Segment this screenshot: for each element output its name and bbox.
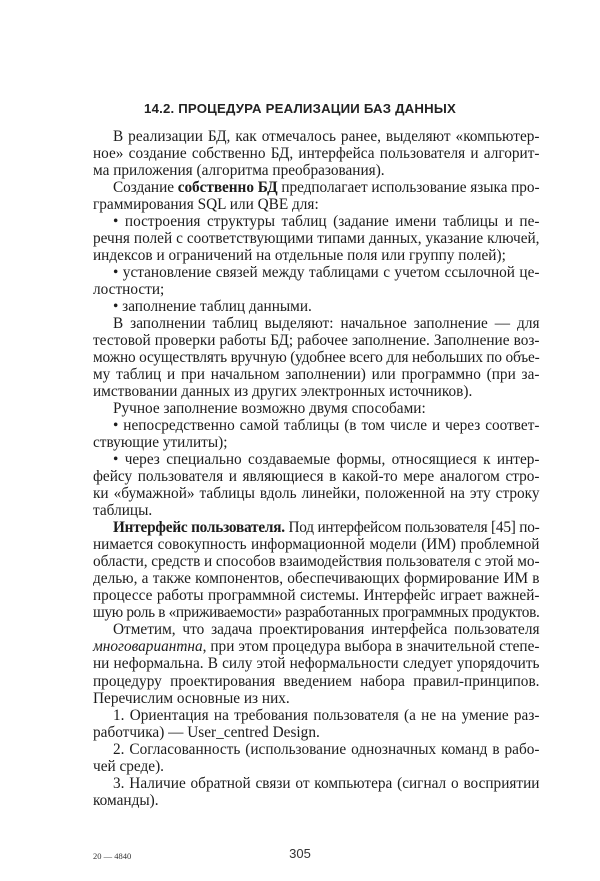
- text-line: [93, 332, 540, 349]
- text-line: [93, 758, 540, 775]
- paragraph: [93, 519, 540, 621]
- text-run: речня полей с соответствующими типами данных, указание ключей,: [93, 230, 540, 248]
- text-run: Отметим, что задача проектирования интерфейса пользователя: [113, 621, 540, 639]
- text-line-content: [93, 196, 319, 213]
- paragraph: [93, 741, 540, 775]
- text-run: Перечислим основные из них.: [93, 689, 290, 707]
- text-line-content: [113, 264, 540, 281]
- text-line-content: [93, 655, 540, 672]
- text-line: [93, 145, 540, 162]
- text-line-content: [113, 451, 540, 468]
- paragraph: [93, 128, 540, 179]
- text-run: • построения структуры таблиц (задание имени таблицы и пе-: [113, 213, 540, 231]
- text-run: процессе работы программной системы. Интерфейс играет важней-: [93, 587, 540, 605]
- paragraph: [93, 417, 540, 451]
- italic-text: многовариантна: [93, 638, 203, 656]
- text-line-content: [113, 213, 540, 230]
- text-line-content: [93, 570, 540, 587]
- text-run: ки «бумажной» таблицы вдоль линейки, положенной на эту строку: [93, 485, 540, 503]
- text-line: [93, 741, 540, 758]
- text-line: [93, 349, 540, 366]
- section-heading: 14.2. ПРОЦЕДУРА РЕАЛИЗАЦИИ БАЗ ДАННЫХ: [144, 101, 456, 116]
- text-run: В заполнении таблиц выделяют: начальное заполнение — для: [113, 315, 540, 333]
- text-line: [93, 587, 540, 604]
- text-line: [93, 162, 540, 179]
- text-line: [93, 570, 540, 587]
- paragraph: [93, 264, 540, 298]
- text-line: [93, 502, 540, 519]
- text-line: [93, 673, 540, 690]
- text-line: [93, 536, 540, 553]
- text-run: предполагает использование языка про-: [277, 179, 540, 197]
- text-line: [93, 690, 540, 707]
- text-line: [93, 315, 540, 332]
- text-line-content: [113, 707, 540, 724]
- text-run: можно осуществлять вручную (удобнее всего для небольших по объе-: [93, 349, 540, 367]
- paragraph: [93, 775, 540, 809]
- text-line: [93, 383, 540, 400]
- text-run: 2. Согласованность (использование однозначных команд в рабо-: [113, 740, 540, 758]
- text-line: [93, 417, 540, 434]
- text-line: [93, 638, 540, 655]
- text-line-content: [93, 383, 472, 400]
- text-run: делью, а также компонентов, обеспечивающих формирование ИМ в: [93, 570, 540, 588]
- text-line-content: [113, 741, 540, 758]
- text-run: процедуру проектирования введением набора правил-принципов.: [93, 672, 540, 690]
- text-line: [93, 485, 540, 502]
- text-line: [93, 621, 540, 638]
- text-run: шую роль в «приживаемости» разработанных программных продуктов.: [93, 604, 540, 622]
- paragraph: [93, 621, 540, 706]
- text-line: [93, 792, 540, 809]
- text-line: [93, 724, 540, 741]
- bold-text: собственно БД: [177, 179, 278, 197]
- text-line-content: [113, 400, 426, 417]
- paragraph: [93, 400, 540, 417]
- page-number: 305: [289, 846, 311, 861]
- page-body-text: [93, 128, 540, 809]
- text-line-content: [113, 519, 540, 536]
- text-run: нимается совокупность информационной модели (ИМ) проблемной: [93, 536, 540, 554]
- text-line: [93, 400, 540, 417]
- text-line-content: [93, 468, 540, 485]
- text-run: чей среде).: [93, 757, 165, 775]
- text-run: ствующие утилиты);: [93, 434, 228, 452]
- text-line-content: [113, 775, 540, 792]
- text-line: [93, 451, 540, 468]
- text-run: ни неформальна. В силу этой неформальности следует упорядочить: [93, 655, 540, 673]
- text-line-content: [93, 332, 540, 349]
- text-line-content: [113, 621, 540, 638]
- paragraph: [93, 315, 540, 400]
- text-line-content: [93, 247, 506, 264]
- text-run: Ручное заполнение возможно двумя способами:: [113, 400, 426, 418]
- text-line-content: [93, 673, 540, 690]
- text-line: [93, 281, 540, 298]
- text-line-content: [93, 690, 290, 707]
- text-line: [93, 213, 540, 230]
- paragraph: [93, 179, 540, 213]
- paragraph: [93, 298, 540, 315]
- text-run: 3. Наличие обратной связи от компьютера (сигнал о восприятии: [113, 774, 540, 792]
- text-run: фейсу пользователя и являющиеся в какой-то мере аналогом стро-: [93, 468, 540, 486]
- text-run: 1. Ориентация на требования пользователя (а не на умение раз-: [113, 706, 540, 724]
- text-line-content: [93, 145, 540, 162]
- text-line-content: [113, 128, 540, 145]
- paragraph: [93, 707, 540, 741]
- text-line-content: [93, 281, 164, 298]
- text-line: [93, 519, 540, 536]
- text-line-content: [93, 162, 385, 179]
- text-line: [93, 264, 540, 281]
- text-run: работчика) — User_centred Design.: [93, 723, 320, 741]
- text-line: [93, 707, 540, 724]
- text-line-content: [93, 230, 540, 247]
- text-run: В реализации БД, как отмечалось ранее, выделяют «компьютер-: [113, 128, 540, 145]
- text-run: ма приложения (алгоритма преобразования).: [93, 162, 385, 180]
- text-line: [93, 247, 540, 264]
- text-run: , при этом процедура выбора в значительной степе-: [202, 638, 540, 656]
- text-line-content: [93, 792, 159, 809]
- text-line: [93, 775, 540, 792]
- text-run: • установление связей между таблицами с учетом ссылочной це-: [113, 264, 540, 282]
- text-line-content: [93, 587, 540, 604]
- text-line-content: [93, 502, 152, 519]
- text-line: [93, 298, 540, 315]
- text-run: команды).: [93, 791, 159, 809]
- text-run: тестовой проверки работы БД; рабочее заполнение. Заполнение воз-: [93, 332, 540, 350]
- text-line: [93, 604, 540, 621]
- text-line-content: [113, 417, 540, 434]
- text-run: Под интерфейсом пользователя [45] по-: [284, 519, 540, 537]
- text-line-content: [93, 758, 164, 775]
- text-run: ное» создание собственно БД, интерфейса пользователя и алгорит-: [93, 145, 540, 163]
- text-line-content: [93, 604, 540, 621]
- text-run: индексов и ограничений на отдельные поля или группу полей);: [93, 247, 506, 265]
- text-line: [93, 128, 540, 145]
- text-run: Создание: [113, 179, 178, 197]
- text-run: лостности;: [93, 281, 165, 299]
- text-line-content: [93, 536, 540, 553]
- text-run: имствовании данных из других электронных источников).: [93, 383, 473, 401]
- text-run: му таблиц и при начальном заполнении) или программно (при за-: [93, 366, 540, 384]
- paragraph: [93, 213, 540, 264]
- printer-signature-mark: 20 — 4840: [93, 851, 132, 861]
- text-line-content: [93, 724, 320, 741]
- text-line: [93, 434, 540, 451]
- text-run: граммирования SQL или QBE для:: [93, 196, 319, 214]
- text-line-content: [113, 315, 540, 332]
- text-line: [93, 553, 540, 570]
- text-line: [93, 366, 540, 383]
- text-line-content: [93, 553, 540, 570]
- text-run: таблицы.: [93, 502, 153, 520]
- text-line: [93, 468, 540, 485]
- paragraph: [93, 451, 540, 519]
- text-line-content: [93, 638, 540, 655]
- bold-text: Интерфейс пользователя.: [113, 519, 285, 537]
- text-run: • через специально создаваемые формы, относящиеся к интер-: [113, 451, 540, 469]
- text-line-content: [93, 485, 540, 502]
- text-line-content: [113, 298, 312, 315]
- text-line: [93, 179, 540, 196]
- text-line-content: [93, 366, 540, 383]
- text-run: • заполнение таблиц данными.: [113, 298, 312, 316]
- text-line-content: [113, 179, 539, 196]
- text-line: [93, 196, 540, 213]
- text-line: [93, 655, 540, 672]
- text-line-content: [93, 434, 227, 451]
- text-run: области, средств и способов взаимодействия пользователя с этой мо-: [93, 553, 540, 571]
- text-run: • непосредственно самой таблицы (в том числе и через соответ-: [113, 417, 540, 435]
- text-line-content: [93, 349, 540, 366]
- text-line: [93, 230, 540, 247]
